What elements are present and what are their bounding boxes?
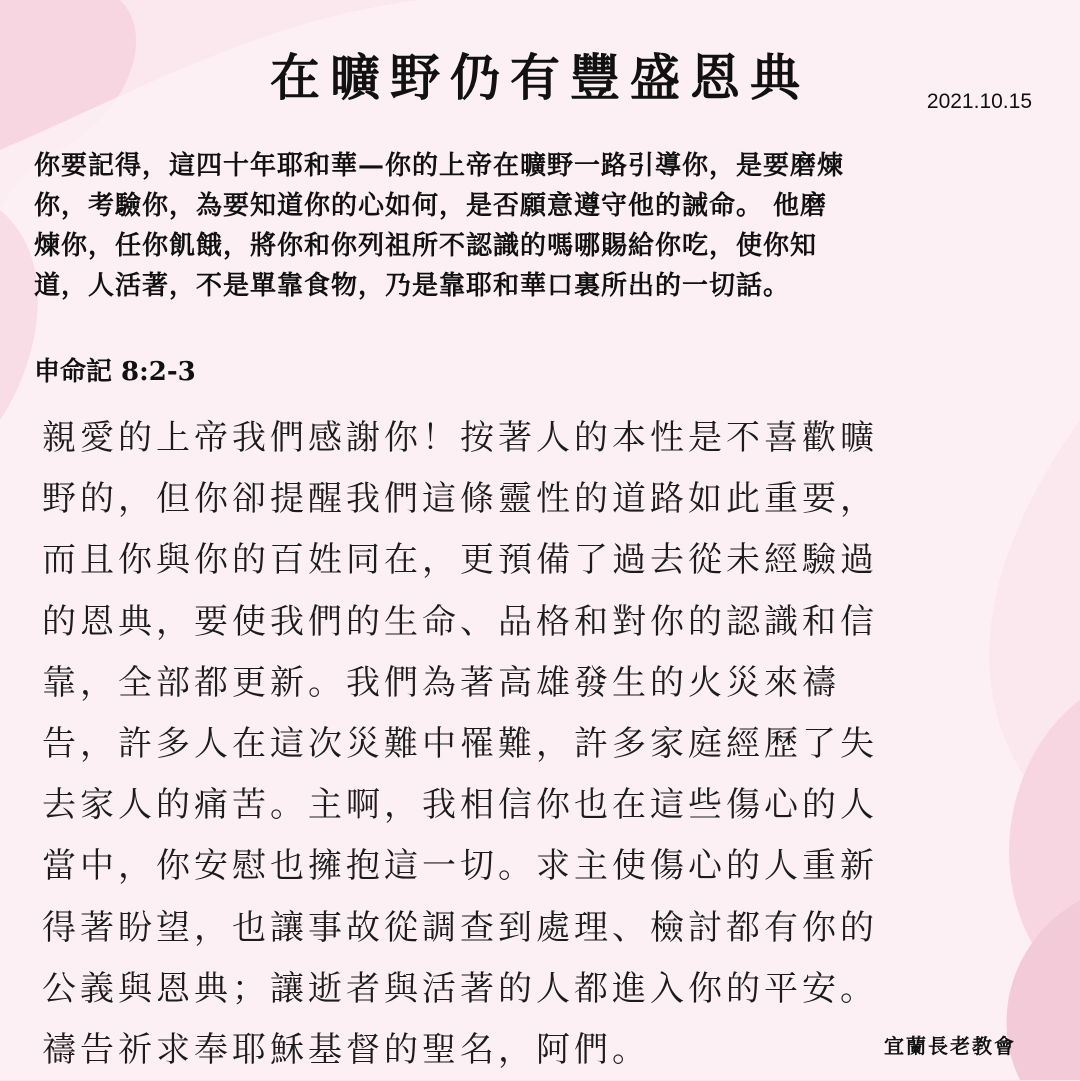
prayer-line: 公義與恩典；讓逝者與活著的人都進入你的平安。 bbox=[42, 959, 1028, 1020]
scripture-reference: 申命記 8:2-3 bbox=[34, 351, 196, 388]
prayer-line: 告，許多人在這次災難中罹難，許多家庭經歷了失 bbox=[42, 714, 1028, 775]
prayer-line: 得著盼望，也讓事故從調查到處理、檢討都有你的 bbox=[42, 898, 1028, 959]
prayer-line: 的恩典，要使我們的生命、品格和對你的認識和信 bbox=[42, 592, 1028, 653]
prayer-line: 而且你與你的百姓同在，更預備了過去從未經驗過 bbox=[42, 530, 1028, 591]
prayer-text bbox=[42, 408, 1028, 1081]
church-signature: 宜蘭長老教會 bbox=[884, 1030, 1016, 1059]
date-label: 2021.10.15 bbox=[927, 90, 1032, 114]
prayer-line: 去家人的痛苦。主啊，我相信你也在這些傷心的人 bbox=[42, 775, 1028, 836]
scripture-verse bbox=[34, 146, 1039, 306]
prayer-line: 野的，但你卻提醒我們這條靈性的道路如此重要， bbox=[42, 469, 1028, 530]
verse-line: 你，考驗你，為要知道你的心如何，是否願意遵守他的誡命。 他磨 bbox=[34, 186, 1039, 226]
verse-line: 道，人活著，不是單靠食物，乃是靠耶和華口裏所出的一切話。 bbox=[34, 266, 1039, 306]
prayer-line: 親愛的上帝我們感謝你！按著人的本性是不喜歡曠 bbox=[42, 408, 1028, 469]
prayer-line: 靠，全部都更新。我們為著高雄發生的火災來禱 bbox=[42, 653, 1028, 714]
prayer-line: 禱告祈求奉耶穌基督的聖名，阿們。 bbox=[42, 1020, 1028, 1081]
verse-line: 你要記得，這四十年耶和華—你的上帝在曠野一路引導你，是要磨煉 bbox=[34, 146, 1039, 186]
verse-line: 煉你，任你飢餓，將你和你列祖所不認識的嗎哪賜給你吃，使你知 bbox=[34, 226, 1039, 266]
prayer-line: 當中，你安慰也擁抱這一切。求主使傷心的人重新 bbox=[42, 836, 1028, 897]
page-title: 在曠野仍有豐盛恩典 bbox=[0, 38, 1080, 110]
